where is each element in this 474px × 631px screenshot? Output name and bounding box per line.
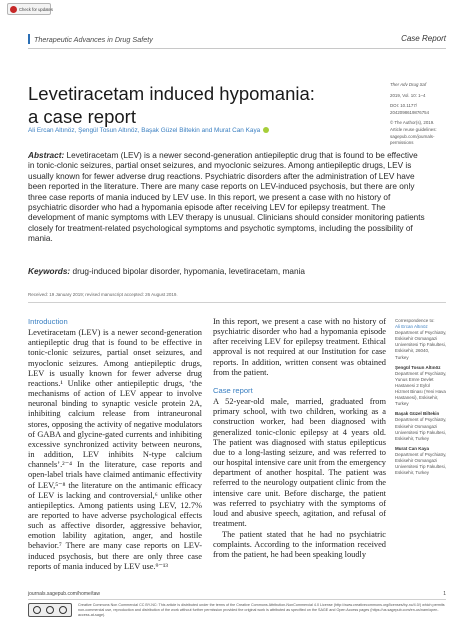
affiliation-line: Eskisehir Osmangazi [395,336,438,342]
orcid-icon[interactable] [263,127,269,133]
affiliation-line: Universitesi Tip Fakultesi, [395,342,447,348]
affiliation-line: Hizmet Binası (Yeni Hava [395,389,446,395]
keywords-text: drug-induced bipolar disorder, hypomania, levetiracetam, mania [72,267,305,276]
affiliation-line: Turkey [395,354,409,360]
consent-paragraph: In this report, we present a case with no history of psychiatric disorder who had a hypomania episode after receiving LEV for epilepsy treatment. Ethical approval is not required at our Institution for case reports. In addition, written consent was obtained from the patient. [213,317,386,377]
correspondence-block [395,318,455,476]
case-paragraph: A 52-year-old male, married, graduated from primary school, with two children, working as a construction worker, had been diagnosed with generalized tonic-clonic epilepsy at 4 years old. The patient was diagnosed with status epilepticus due to a long-lasting seizure, and was referred to our hospital intensive care unit from the emergency department of another hospital. The patient was referred to the neurology outpatient clinic from the intensive care unit. Before discharge, the patient was referred to psychiatry with the symptoms of loud and abusive speech, agitation, and refusal of treatment. [213,397,386,528]
affiliation-line: Universitesi Tip Fakultesi, [395,429,447,435]
author-list[interactable] [28,126,358,135]
cc-by-nc-icon[interactable] [28,603,72,617]
left-column [28,317,202,572]
nc-circle-icon [59,606,67,614]
page-number: 1 [443,591,446,597]
check-for-updates-button[interactable] [7,3,51,15]
affiliation-line: Eskisehir, Turkey [395,435,430,441]
article-title: Levetiracetam induced hypomania: a case report [28,83,315,127]
author-3-name: Başak Güzel Biltekin [395,411,440,417]
affiliation-line: Turkey [395,401,409,407]
affiliation-line: Eskisehir, Turkey [395,470,430,476]
affiliation-line: Hastanesi), Eskisehir, [395,395,439,401]
affiliation-line: Universitesi Tip Fakultesi, [395,464,447,470]
affiliation-line: Department of Psychiatry, [395,417,447,423]
section-divider [28,302,446,303]
journal-abbrev: Ther Adv Drug Saf [390,82,427,87]
header-divider [28,48,446,49]
introduction-paragraph: Levetiracetam (LEV) is a newer second-generation antiepileptic drug that is found to be effective in tonic-clonic seizures, partial onset seizures, and myoclonic seizures. Among antiepileptic drugs, LEV is usually known for fewer adverse drug reactions.¹ Unlike other antiepileptic drugs, ‘the mechanisms of action of LEV appear to involve neuronal binding to synaptic vesicle protein 2A, inhibiting calcium release from intraneuronal stores, opposing the activity of negative modulators of GABA and glycine-gated currents and inhibiting excessive synchronized activity between neurons, in addition, LEV inhibits N-type calcium channels’.²⁻⁴ In the literature, case reports and open-label trials have claimed antimanic effectivity of LEV,⁵⁻⁸ the literature on the antimanic efficacy of LEV is lacking and controversial,⁶ unlike other antiepileptics. Among patients using LEV, 12.7% are reported to have adverse psychological effects such as affective disorder, aggressive behavior, emotion lability agitation, anger, and hostile behavior.⁷ There are many case reports on LEV-induced psychosis, but there are only three case reports of mania induced by LEV use.⁹⁻¹³ [28,328,202,571]
journal-url[interactable]: journals.sagepub.com/home/taw [28,591,100,597]
copyright: © The Author(s), 2019. [390,120,435,126]
article-metadata [390,82,460,147]
license-text: Creative Commons Non Commercial CC BY-NC: This article is distributed under the terms of the Creative Commons Attribution-NonCommercial 4.0 License (http://www.creativecommons.org/licenses/by-nc/4.0/) which permits non-commercial use, reproduction and distribution of the work without further permission provided the original work is attributed as specified on the SAGE and Open Access pages (https://us.sagepub.com/en-us/nam/open-access-at-sage). [78,603,445,617]
case-paragraph-2: The patient stated that he had no psychiatric complaints. According to the information received from the patient, he had been speaking loudly [213,530,386,560]
footer-divider [28,599,446,600]
accent-bar [28,34,30,44]
by-circle-icon [46,606,54,614]
author-2-name: Şengül Tosun Altınöz [395,364,441,370]
abstract [28,151,426,245]
affiliation-line: Eskisehir Osmangazi [395,423,438,429]
affiliation-line: Department of Psychiatry, [395,451,447,457]
middle-column [213,317,386,561]
cc-circle-icon [33,606,41,614]
article-type: Case Report [401,34,446,43]
affiliation-line: Department of Psychiatry, [395,370,447,376]
author-4-name: Murat Can Kaya [395,445,430,451]
affiliation-line: Eskisehir, 26040, [395,348,430,354]
abstract-text: Levetiracetam (LEV) is a newer second-generation antiepileptic drug that is found to be effective in tonic-clonic seizures, partial onset seizures, and myoclonic seizures. Among antiepileptic drugs, LEV is usually known for fewer adverse drug reactions. Psychiatric disorders after the administration of LEV have been reported in the literature. There are many case reports on LEV-induced psychosis, but there are only three case reports of mania induced by LEV use. In this report, we present a case with no history of psychiatric disorder who had a hypomania episode after receiving LEV for epilepsy treatment. The development of manic symptoms with LEV therapy is unusual. Clinicians should consider monitoring patients closely for treatment-related psychological symptoms and psychotic symptoms, including the possibility of mania. [28,151,425,244]
reuse-guidelines: Article reuse guidelines: [390,126,437,132]
journal-name: Therapeutic Advances in Drug Safety [34,35,153,44]
keywords [28,267,426,276]
citation: 2019, Vol. 10: 1–4 [390,92,426,98]
abstract-label: Abstract: [28,151,65,160]
crossmark-icon [10,6,17,13]
affiliation-line: Department of Psychiatry, [395,330,447,336]
doi-label[interactable]: DOI: 10.1177/ [390,103,418,109]
author-names[interactable]: Ali Ercan Altınöz, Şengül Tosun Altınöz, Başak Güzel Biltekin and Murat Can Kaya [28,127,261,134]
received-dates: Received: 19 January 2019; revised manuscript accepted: 26 August 2019. [28,292,178,297]
license-block [28,603,446,618]
affiliation-line: Yunus Emre Devlet [395,376,434,382]
keywords-label: Keywords: [28,267,71,276]
check-for-updates-label: Check for updates [19,6,53,12]
case-report-heading: Case report [213,385,253,395]
introduction-heading: Introduction [28,317,68,326]
corresponding-author[interactable]: Ali Ercan Altınöz [395,324,428,330]
affiliation-line: Hastanesi 2 Eylül [395,382,430,388]
affiliation-line: Eskisehir Osmangazi [395,457,438,463]
correspondence-label: Correspondence to: [395,318,435,323]
reuse-link-2[interactable]: permissions [390,140,414,146]
running-head [28,34,446,46]
doi-number[interactable]: 2042098619876754 [390,109,430,115]
reuse-link[interactable]: sagepub.com/journals- [390,133,435,139]
